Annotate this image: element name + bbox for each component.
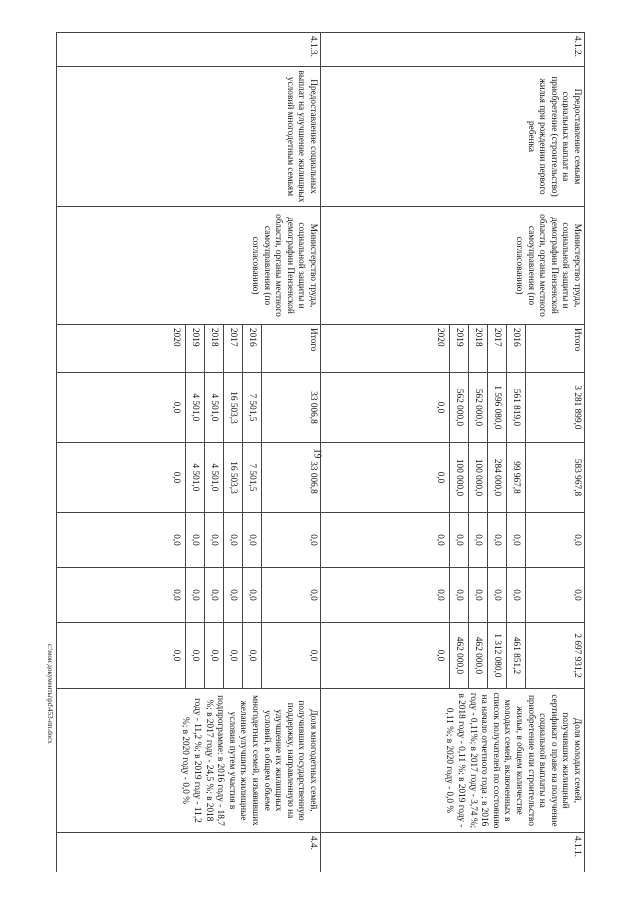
year-value: 0,0 xyxy=(431,513,450,567)
year-label: 2018 xyxy=(469,325,488,372)
year-value: 1 596 080,0 xyxy=(488,373,507,442)
year-value: 16 503,3 xyxy=(224,443,243,512)
year-label: 2020 xyxy=(167,325,186,372)
year-label: 2016 xyxy=(243,325,262,372)
total-value: 3 281 899,0 xyxy=(572,385,582,430)
year-value: 0,0 xyxy=(186,513,205,567)
year-value: 0,0 xyxy=(167,513,186,567)
year-value: 0,0 xyxy=(167,443,186,512)
total-value: 0,0 xyxy=(572,589,582,601)
year-value: 0,0 xyxy=(431,373,450,442)
year-value: 0,0 xyxy=(488,513,507,567)
year-value: 562 000,0 xyxy=(469,373,488,442)
funding-other-column xyxy=(57,568,321,623)
total-value: 0,0 xyxy=(308,589,318,601)
total-value: 583 967,8 xyxy=(572,458,582,497)
year-value: 561 819,0 xyxy=(507,373,526,442)
funding-local-column xyxy=(57,623,321,689)
year-value: 462 000,0 xyxy=(450,623,469,688)
year-value: 0,0 xyxy=(507,568,526,622)
funding-regional-column xyxy=(57,443,321,513)
years-column xyxy=(57,325,321,373)
funding-total-column xyxy=(57,373,321,443)
year-value: 461 851,2 xyxy=(507,623,526,688)
year-value: 0,0 xyxy=(469,513,488,567)
year-value: 0,0 xyxy=(243,513,262,567)
table-row xyxy=(321,33,585,873)
year-value: 4 501,0 xyxy=(205,443,224,512)
page-number: 19 xyxy=(311,448,323,459)
year-value: 0,0 xyxy=(224,513,243,567)
year-value: 4 501,0 xyxy=(186,373,205,442)
year-value: 0,0 xyxy=(205,623,224,688)
year-value: 0,0 xyxy=(431,568,450,622)
indicator-number: 4.1.1. xyxy=(321,833,585,873)
year-value: 0,0 xyxy=(243,623,262,688)
year-value: 0,0 xyxy=(450,568,469,622)
year-value: 0,0 xyxy=(450,513,469,567)
indicator-text: Доля многодетных семей, получивших государственную поддержку, направленную на улучшение их жилищных условий, в общем объеме многодетных семей, изъявивших желание улучшить жилищные условия путем участия в подпрограмме: в 2016 году - 18,7 %; в 2017 году - 24,5 %; в 2018 году - 11,2 %; в 2019 году - 11,2 %; в 2020 году - 0,0 % xyxy=(57,689,321,833)
funding-local-column xyxy=(321,623,585,689)
year-value: 4 501,0 xyxy=(186,443,205,512)
row-number: 4.1.2. xyxy=(321,33,585,67)
year-label: 2016 xyxy=(507,325,526,372)
year-value: 0,0 xyxy=(431,443,450,512)
year-value: 0,0 xyxy=(243,568,262,622)
funding-federal-column xyxy=(321,513,585,568)
year-value: 4 501,0 xyxy=(205,373,224,442)
year-value: 0,0 xyxy=(224,568,243,622)
year-value: 562 000,0 xyxy=(450,373,469,442)
footer-file-path: c:\мои документы\pd\453-пп.docx xyxy=(46,644,54,744)
executor: Министерство труда, социальной защиты и демографии Пензенской области, органы местного самоуправления (по согласованию) xyxy=(57,207,321,325)
rotated-page xyxy=(56,32,585,872)
funding-regional-column xyxy=(321,443,585,513)
year-value: 0,0 xyxy=(186,623,205,688)
program-table xyxy=(56,32,585,872)
measure-name: Предоставление семьям социальных выплат на приобретение (строительство) жилья при рождении первого ребенка xyxy=(321,67,585,207)
year-label: 2018 xyxy=(205,325,224,372)
year-value: 0,0 xyxy=(469,568,488,622)
total-value: 0,0 xyxy=(308,649,318,662)
year-value: 16 503,3 xyxy=(224,373,243,442)
year-value: 0,0 xyxy=(488,568,507,622)
year-value: 7 501,5 xyxy=(243,443,262,512)
year-value: 7 501,5 xyxy=(243,373,262,442)
years-column xyxy=(321,325,585,373)
year-label: 2017 xyxy=(224,325,243,372)
total-value: 0,0 xyxy=(308,534,318,546)
year-value: 0,0 xyxy=(431,623,450,688)
total-value: 33 006,8 xyxy=(308,461,318,494)
year-value: 100 000,0 xyxy=(450,443,469,512)
indicator-number: 4.4. xyxy=(57,833,321,873)
year-value: 100 000,0 xyxy=(469,443,488,512)
year-value: 1 312 080,0 xyxy=(488,623,507,688)
row-number: 4.1.3. xyxy=(57,33,321,67)
year-value: 0,0 xyxy=(224,623,243,688)
year-label: 2019 xyxy=(186,325,205,372)
year-value: 0,0 xyxy=(507,513,526,567)
year-value: 284 000,0 xyxy=(488,443,507,512)
measure-name: Предоставление социальных выплат на улучшение жилищных условий многодетным семьям xyxy=(57,67,321,207)
year-label: 2017 xyxy=(488,325,507,372)
total-value: 0,0 xyxy=(572,534,582,546)
year-label: 2020 xyxy=(431,325,450,372)
total-value: 2 697 931,2 xyxy=(572,633,582,678)
total-label: Итого xyxy=(308,328,318,352)
year-value: 0,0 xyxy=(186,568,205,622)
year-value: 0,0 xyxy=(167,623,186,688)
indicator-text: Доля молодых семей, получивших жилищный сертификат о праве на получение социальной выплаты на приобретение или строительство жилья, в общем количестве молодых семей, включенных в список получателей по состоянию на начало отчетного года : в 2016 году - 0,11%; в 2017 году - 3,74 %; в 2018 году - 0,11 %; в 2019 году - 0,11 %; в 2020 году - 0,0 % xyxy=(321,689,585,833)
funding-total-column xyxy=(321,373,585,443)
year-value: 0,0 xyxy=(167,373,186,442)
table-row xyxy=(57,33,321,873)
year-label: 2019 xyxy=(450,325,469,372)
year-value: 99 967,8 xyxy=(507,443,526,512)
total-value: 33 006,8 xyxy=(308,391,318,424)
year-value: 0,0 xyxy=(205,513,224,567)
year-value: 0,0 xyxy=(205,568,224,622)
executor: Министерство труда, социальной защиты и демографии Пензенской области, органы местного самоуправления (по согласованию) xyxy=(321,207,585,325)
funding-federal-column xyxy=(57,513,321,568)
year-value: 0,0 xyxy=(167,568,186,622)
year-value: 462 000,0 xyxy=(469,623,488,688)
total-label: Итого xyxy=(572,328,582,352)
funding-other-column xyxy=(321,568,585,623)
